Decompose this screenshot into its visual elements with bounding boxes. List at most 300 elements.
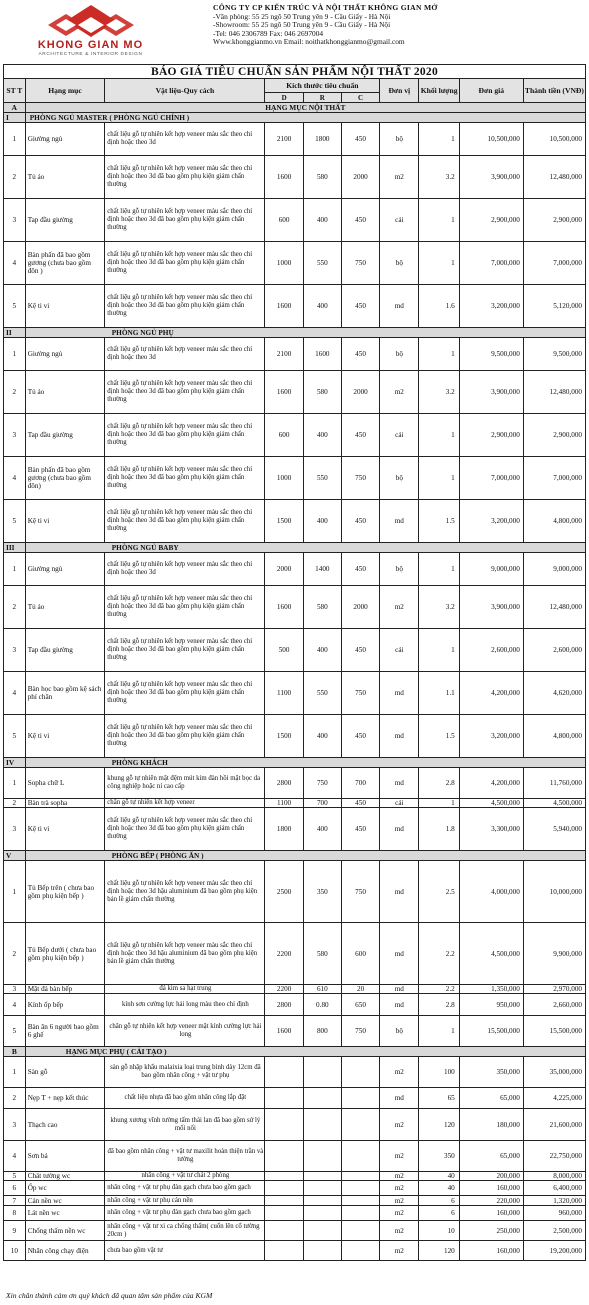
cell-unit: md — [380, 808, 419, 851]
footer-note: Xin chân thành cảm ơn quý khách đã quan tâm sản phẩm của KGM — [6, 1291, 213, 1300]
cell-total: 35,000,000 — [523, 1057, 585, 1088]
cell-total: 2,900,000 — [523, 199, 585, 242]
cell-item: Tap đầu giường — [25, 629, 105, 672]
table-body — [4, 103, 586, 1261]
table-row — [4, 1109, 586, 1141]
room-group-name: PHÒNG NGỦ MASTER ( PHÒNG NGỦ CHÍNH ) — [25, 113, 585, 123]
table-row — [4, 1196, 586, 1206]
company-showroom: -Showroom: 55 25 ngõ 50 Trung yên 9 - Cầu Giấy - Hà Nội — [213, 20, 391, 30]
cell-spec: chất liệu gỗ tự nhiên kết hợp veneer màu sắc theo chỉ định hoặc theo 3d — [105, 338, 265, 371]
cell-d — [265, 1141, 303, 1172]
room-group-row — [4, 328, 586, 338]
cell-qty: 3.2 — [419, 371, 459, 414]
cell-qty: 1 — [419, 553, 459, 586]
cell-unit: md — [380, 923, 419, 985]
company-office: -Văn phòng: 55 25 ngõ 50 Trung yên 9 - Cầu Giấy - Hà Nội — [213, 11, 391, 21]
cell-total: 9,000,000 — [523, 553, 585, 586]
cell-item: Thạch cao — [25, 1109, 105, 1141]
cell-item: Giường ngủ — [25, 123, 105, 156]
table-row — [4, 553, 586, 586]
cell-c — [341, 1206, 379, 1221]
table-row — [4, 285, 586, 328]
cell-r: 400 — [303, 808, 341, 851]
cell-item: Kệ ti vi — [25, 808, 105, 851]
cell-unit: m2 — [380, 371, 419, 414]
cell-d: 1500 — [265, 500, 303, 543]
cell-spec: chất liệu gỗ tự nhiên kết hợp veneer màu sắc theo chỉ định hoặc theo 3d đã bao gồm phụ kiện giảm chấn thường — [105, 285, 265, 328]
cell-r — [303, 1206, 341, 1221]
table-row — [4, 985, 586, 994]
cell-spec: chưa bao gồm vật tư — [105, 1241, 265, 1261]
cell-price: 3,900,000 — [459, 371, 523, 414]
cell-stt: 3 — [4, 808, 26, 851]
cell-stt: 1 — [4, 768, 26, 799]
cell-r: 400 — [303, 199, 341, 242]
cell-qty: 6 — [419, 1206, 459, 1221]
table-row — [4, 629, 586, 672]
cell-d: 1000 — [265, 457, 303, 500]
cell-stt: 3 — [4, 985, 26, 994]
cell-item: Chát tường wc — [25, 1172, 105, 1181]
room-group-code: IV — [4, 758, 26, 768]
cell-c: 750 — [341, 861, 379, 923]
cell-unit: m2 — [380, 1221, 419, 1241]
cell-c: 450 — [341, 808, 379, 851]
cell-qty: 3.2 — [419, 156, 459, 199]
cell-price: 65,000 — [459, 1141, 523, 1172]
cell-r: 400 — [303, 629, 341, 672]
company-info — [213, 4, 585, 47]
cell-r — [303, 1181, 341, 1196]
cell-price: 4,000,000 — [459, 861, 523, 923]
cell-spec: chất liệu gỗ tự nhiên kết hợp veneer màu sắc theo chỉ định hoặc theo 3d đã bao gồm phụ kiện giảm chấn thường — [105, 199, 265, 242]
cell-c — [341, 1088, 379, 1109]
cell-price: 160,000 — [459, 1206, 523, 1221]
cell-spec: chất liệu nhựa đã bao gồm nhân công lắp đặt — [105, 1088, 265, 1109]
cell-spec: chất liệu gỗ tự nhiên kết hợp veneer màu sắc theo chỉ định hoặc theo 3d đã bao gồm phụ kiện giảm chấn thường — [105, 414, 265, 457]
cell-d: 2000 — [265, 553, 303, 586]
cell-d: 1800 — [265, 808, 303, 851]
cell-total: 5,940,000 — [523, 808, 585, 851]
table-row — [4, 715, 586, 758]
room-group-code: III — [4, 543, 26, 553]
cell-r: 800 — [303, 1016, 341, 1047]
cell-spec: chất liệu gỗ tự nhiên kết hợp veneer màu sắc theo chỉ định hoặc theo 3d đã bao gồm phụ kiện giảm chấn thường — [105, 242, 265, 285]
cell-qty: 1.1 — [419, 672, 459, 715]
cell-d: 2800 — [265, 994, 303, 1016]
cell-price: 3,900,000 — [459, 156, 523, 199]
cell-total: 960,000 — [523, 1206, 585, 1221]
cell-total: 8,000,000 — [523, 1172, 585, 1181]
cell-qty: 1 — [419, 123, 459, 156]
room-group-code: II — [4, 328, 26, 338]
cell-c: 450 — [341, 123, 379, 156]
cell-price: 4,500,000 — [459, 923, 523, 985]
cell-stt: 8 — [4, 1206, 26, 1221]
room-group-code: V — [4, 851, 26, 861]
company-web: Www.khonggianmo.vn Email: noithatkhonggianmo@gmail.com — [213, 37, 405, 47]
cell-unit: bộ — [380, 338, 419, 371]
cell-c: 20 — [341, 985, 379, 994]
cell-total: 21,600,000 — [523, 1109, 585, 1141]
cell-stt: 7 — [4, 1196, 26, 1206]
cell-stt: 4 — [4, 994, 26, 1016]
cell-item: Kính ốp bếp — [25, 994, 105, 1016]
cell-item: Bàn học bao gồm kệ sách phí chân — [25, 672, 105, 715]
table-row — [4, 1181, 586, 1196]
col-price: Đơn giá — [459, 79, 523, 103]
cell-stt: 1 — [4, 123, 26, 156]
cell-price: 65,000 — [459, 1088, 523, 1109]
cell-total: 12,480,000 — [523, 586, 585, 629]
logo-tagline: ARCHITECTURE & INTERIOR DESIGN — [38, 52, 143, 57]
cell-total: 4,500,000 — [523, 799, 585, 808]
cell-c: 2000 — [341, 586, 379, 629]
cell-total: 12,480,000 — [523, 156, 585, 199]
cell-stt: 1 — [4, 553, 26, 586]
cell-r: 580 — [303, 923, 341, 985]
cell-unit: m2 — [380, 1109, 419, 1141]
cell-r — [303, 1057, 341, 1088]
cell-total: 10,500,000 — [523, 123, 585, 156]
cell-item: Tủ Bếp dưới ( chưa bao gồm phụ kiện bếp ) — [25, 923, 105, 985]
cell-total: 11,760,000 — [523, 768, 585, 799]
cell-stt: 2 — [4, 156, 26, 199]
section-name: HẠNG MỤC NỘI THẤT — [25, 103, 585, 113]
cell-c — [341, 1141, 379, 1172]
col-material: Vật liệu-Quy cách — [105, 79, 265, 103]
cell-spec: nhân công + vật tư phụ cán nền — [105, 1196, 265, 1206]
cell-unit: md — [380, 985, 419, 994]
cell-c: 600 — [341, 923, 379, 985]
table-row — [4, 500, 586, 543]
table-row — [4, 1016, 586, 1047]
table-title: BÁO GIÁ TIÊU CHUẨN SẢN PHẨM NỘI THẤT 2020 — [4, 65, 586, 79]
cell-total: 2,660,000 — [523, 994, 585, 1016]
cell-spec: kính sơn cường lực hải long màu theo chỉ định — [105, 994, 265, 1016]
cell-price: 160,000 — [459, 1241, 523, 1261]
cell-r: 580 — [303, 156, 341, 199]
cell-stt: 6 — [4, 1181, 26, 1196]
cell-c — [341, 1181, 379, 1196]
cell-r: 350 — [303, 861, 341, 923]
cell-price: 180,000 — [459, 1109, 523, 1141]
cell-unit: bộ — [380, 123, 419, 156]
logo-brand: KHONG GIAN MO — [37, 39, 144, 51]
cell-qty: 1 — [419, 414, 459, 457]
cell-total: 15,500,000 — [523, 1016, 585, 1047]
cell-r: 0.80 — [303, 994, 341, 1016]
cell-item: Bàn phấn đã bao gồm gương (chưa bao gồm đôn ) — [25, 242, 105, 285]
room-group-code: I — [4, 113, 26, 123]
cell-total: 2,900,000 — [523, 414, 585, 457]
cell-qty: 3.2 — [419, 586, 459, 629]
cell-price: 3,900,000 — [459, 586, 523, 629]
cell-d: 1500 — [265, 715, 303, 758]
cell-unit: bộ — [380, 553, 419, 586]
cell-item: Kệ ti vi — [25, 715, 105, 758]
cell-c: 450 — [341, 715, 379, 758]
cell-total: 10,000,000 — [523, 861, 585, 923]
cell-spec: chất liệu gỗ tự nhiên kết hợp veneer màu sắc theo chỉ định hoặc theo 3d đã bao gồm phụ kiện giảm chấn thường — [105, 371, 265, 414]
cell-d: 1100 — [265, 799, 303, 808]
cell-r — [303, 1196, 341, 1206]
table-row — [4, 923, 586, 985]
cell-c: 750 — [341, 672, 379, 715]
cell-c: 750 — [341, 242, 379, 285]
cell-item: Cán nền wc — [25, 1196, 105, 1206]
cell-r: 580 — [303, 586, 341, 629]
table-row — [4, 861, 586, 923]
cell-price: 2,900,000 — [459, 414, 523, 457]
cell-spec: chất liệu gỗ tự nhiên kết hợp veneer màu sắc theo chỉ định hoặc theo 3d đã bao gồm phụ kiện giảm chấn thường — [105, 457, 265, 500]
cell-r: 400 — [303, 500, 341, 543]
room-group-row — [4, 113, 586, 123]
table-row — [4, 199, 586, 242]
cell-item: Tap đầu giường — [25, 414, 105, 457]
cell-d — [265, 1057, 303, 1088]
cell-qty: 2.5 — [419, 861, 459, 923]
cell-qty: 1.5 — [419, 715, 459, 758]
cell-spec: chất liệu gỗ tự nhiên kết hợp veneer màu sắc theo chỉ định hoặc theo 3d đã bao gồm phụ kiện giảm chấn thường — [105, 156, 265, 199]
table-row — [4, 123, 586, 156]
cell-price: 220,000 — [459, 1196, 523, 1206]
cell-qty: 1 — [419, 799, 459, 808]
cell-stt: 5 — [4, 1172, 26, 1181]
cell-d — [265, 1206, 303, 1221]
cell-item: Nhân công chạy điện — [25, 1241, 105, 1261]
cell-spec: chất liệu gỗ tự nhiên kết hợp veneer màu sắc theo chỉ định hoặc theo 3d đã bao gồm phụ kiện giảm chấn thường — [105, 586, 265, 629]
cell-c: 2000 — [341, 371, 379, 414]
cell-d: 1600 — [265, 156, 303, 199]
cell-c: 450 — [341, 553, 379, 586]
company-name: CÔNG TY CP KIẾN TRÚC VÀ NỘI THẤT KHÔNG GIAN MỞ — [213, 3, 438, 12]
cell-price: 9,500,000 — [459, 338, 523, 371]
cell-d — [265, 1221, 303, 1241]
cell-spec: sàn gỗ nhập khẩu malaixia loại trung bình dày 12cm đã bao gồm nhân công + vật tư phụ — [105, 1057, 265, 1088]
quotation-table — [3, 64, 586, 1261]
cell-qty: 1 — [419, 1016, 459, 1047]
cell-d: 2100 — [265, 123, 303, 156]
table-row — [4, 457, 586, 500]
cell-total: 2,500,000 — [523, 1221, 585, 1241]
cell-item: Lát nền wc — [25, 1206, 105, 1221]
cell-item: Mặt đá bàn bếp — [25, 985, 105, 994]
col-qty: Khối lượng — [419, 79, 459, 103]
cell-d: 2500 — [265, 861, 303, 923]
cell-unit: md — [380, 285, 419, 328]
cell-d — [265, 1196, 303, 1206]
col-total: Thành tiền (VNĐ) — [523, 79, 585, 103]
table-row — [4, 1057, 586, 1088]
cell-price: 1,350,000 — [459, 985, 523, 994]
col-d: D — [265, 93, 303, 103]
cell-total: 4,800,000 — [523, 500, 585, 543]
cell-r — [303, 1141, 341, 1172]
cell-r — [303, 1109, 341, 1141]
cell-r — [303, 1172, 341, 1181]
cell-stt: 1 — [4, 338, 26, 371]
cell-qty: 120 — [419, 1109, 459, 1141]
cell-stt: 1 — [4, 861, 26, 923]
table-row — [4, 1141, 586, 1172]
cell-r: 1400 — [303, 553, 341, 586]
cell-unit: md — [380, 672, 419, 715]
cell-price: 9,000,000 — [459, 553, 523, 586]
cell-unit: m2 — [380, 1181, 419, 1196]
cell-spec: chất liệu gỗ tự nhiên kết hợp veneer màu sắc theo chỉ định hoặc theo 3d — [105, 553, 265, 586]
cell-c — [341, 1241, 379, 1261]
col-r: R — [303, 93, 341, 103]
cell-d: 1100 — [265, 672, 303, 715]
cell-stt: 3 — [4, 199, 26, 242]
cell-c: 700 — [341, 768, 379, 799]
cell-price: 950,000 — [459, 994, 523, 1016]
cell-qty: 100 — [419, 1057, 459, 1088]
cell-r — [303, 1221, 341, 1241]
cell-spec: chất liệu gỗ tự nhiên kết hợp veneer màu sắc theo chỉ định hoặc theo 3d đã bao gồm phụ kiện giảm chấn thường — [105, 672, 265, 715]
cell-stt: 4 — [4, 672, 26, 715]
cell-c: 750 — [341, 1016, 379, 1047]
cell-price: 350,000 — [459, 1057, 523, 1088]
cell-price: 160,000 — [459, 1181, 523, 1196]
cell-c: 450 — [341, 500, 379, 543]
cell-c: 450 — [341, 414, 379, 457]
cell-c — [341, 1172, 379, 1181]
cell-r: 550 — [303, 457, 341, 500]
cell-qty: 40 — [419, 1181, 459, 1196]
cell-stt: 3 — [4, 1109, 26, 1141]
cell-total: 6,400,000 — [523, 1181, 585, 1196]
room-group-row — [4, 758, 586, 768]
cell-unit: m2 — [380, 1206, 419, 1221]
cell-d — [265, 1088, 303, 1109]
cell-stt: 4 — [4, 457, 26, 500]
cell-unit: cái — [380, 199, 419, 242]
cell-qty: 65 — [419, 1088, 459, 1109]
cell-qty: 10 — [419, 1221, 459, 1241]
cell-r: 400 — [303, 715, 341, 758]
cell-r: 580 — [303, 371, 341, 414]
table-row — [4, 1172, 586, 1181]
cell-r: 1800 — [303, 123, 341, 156]
cell-total: 19,200,000 — [523, 1241, 585, 1261]
cell-item: Kệ ti vi — [25, 500, 105, 543]
section-code: A — [4, 103, 26, 113]
cell-spec: nhân công + vật tư chát 2 phòng — [105, 1172, 265, 1181]
cell-spec: nhân công + vật tư phụ đàn gạch chưa bao gồm gạch — [105, 1181, 265, 1196]
cell-d: 1600 — [265, 285, 303, 328]
cell-stt: 5 — [4, 500, 26, 543]
cell-d: 2200 — [265, 985, 303, 994]
cell-qty: 1.5 — [419, 500, 459, 543]
cell-total: 4,800,000 — [523, 715, 585, 758]
cell-stt: 2 — [4, 799, 26, 808]
cell-item: Ốp wc — [25, 1181, 105, 1196]
cell-unit: md — [380, 500, 419, 543]
cell-unit: cái — [380, 799, 419, 808]
table-row — [4, 799, 586, 808]
room-group-name: PHÒNG NGỦ BABY — [25, 543, 585, 553]
cell-qty: 1 — [419, 457, 459, 500]
cell-price: 10,500,000 — [459, 123, 523, 156]
cell-r — [303, 1241, 341, 1261]
cell-item: Giường ngủ — [25, 338, 105, 371]
cell-r: 700 — [303, 799, 341, 808]
cell-item: Nẹp T + nẹp kết thúc — [25, 1088, 105, 1109]
cell-total: 2,600,000 — [523, 629, 585, 672]
cell-c: 650 — [341, 994, 379, 1016]
cell-item: Giường ngủ — [25, 553, 105, 586]
cell-stt: 2 — [4, 923, 26, 985]
cell-price: 3,200,000 — [459, 715, 523, 758]
cell-c — [341, 1057, 379, 1088]
room-group-name: PHÒNG KHÁCH — [25, 758, 585, 768]
room-group-row — [4, 543, 586, 553]
cell-stt: 5 — [4, 1016, 26, 1047]
room-group-row — [4, 851, 586, 861]
company-tel: -Tel: 046 2306789 Fax: 046 2697004 — [213, 28, 324, 38]
cell-c — [341, 1109, 379, 1141]
cell-unit: m2 — [380, 156, 419, 199]
cell-c: 450 — [341, 629, 379, 672]
cell-stt: 1 — [4, 1057, 26, 1088]
cell-spec: chất liệu gỗ tự nhiên kết hợp veneer màu sắc theo chỉ định hoặc theo 3d hậu aluminium đã bao gồm phụ kiện bản lề giảm chấn thường — [105, 923, 265, 985]
cell-r: 550 — [303, 242, 341, 285]
cell-r: 550 — [303, 672, 341, 715]
table-row — [4, 371, 586, 414]
cell-unit: m2 — [380, 1141, 419, 1172]
cell-qty: 1 — [419, 242, 459, 285]
cell-unit: md — [380, 768, 419, 799]
cell-stt: 4 — [4, 242, 26, 285]
cell-unit: md — [380, 1088, 419, 1109]
table-row — [4, 672, 586, 715]
cell-qty: 6 — [419, 1196, 459, 1206]
cell-stt: 4 — [4, 1141, 26, 1172]
cell-unit: m2 — [380, 586, 419, 629]
cell-item: Tủ Bếp trên ( chưa bao gồm phụ kiện bếp ) — [25, 861, 105, 923]
cell-spec: chất liệu gỗ tự nhiên kết hợp veneer màu sắc theo chỉ định hoặc theo 3d đã bao gồm phụ kiện giảm chấn thường — [105, 715, 265, 758]
col-item: Hạng mục — [25, 79, 105, 103]
table-row — [4, 586, 586, 629]
cell-spec: chất liệu gỗ tự nhiên kết hợp veneer màu sắc theo chỉ định hoặc theo 3d đã bao gồm phụ kiện giảm chấn thường — [105, 500, 265, 543]
cell-qty: 1 — [419, 199, 459, 242]
room-group-name: PHÒNG NGỦ PHỤ — [25, 328, 585, 338]
cell-spec: chất liệu gỗ tự nhiên kết hợp veneer màu sắc theo chỉ định hoặc theo 3d đã bao gồm phụ kiện giảm chấn thường — [105, 629, 265, 672]
cell-d: 500 — [265, 629, 303, 672]
cell-item: Sàn gỗ — [25, 1057, 105, 1088]
table-row — [4, 768, 586, 799]
cell-total: 4,620,000 — [523, 672, 585, 715]
cell-d: 600 — [265, 199, 303, 242]
cell-d: 1000 — [265, 242, 303, 285]
cell-total: 1,320,000 — [523, 1196, 585, 1206]
cell-stt: 2 — [4, 371, 26, 414]
cell-c: 450 — [341, 199, 379, 242]
cell-stt: 5 — [4, 715, 26, 758]
cell-c: 750 — [341, 457, 379, 500]
cell-price: 3,200,000 — [459, 285, 523, 328]
cell-item: Tủ áo — [25, 371, 105, 414]
cell-d: 2200 — [265, 923, 303, 985]
cell-spec: nhân công + vật tư phụ đàn gạch chưa bao gồm gạch — [105, 1206, 265, 1221]
cell-item: Tủ áo — [25, 156, 105, 199]
cell-price: 4,500,000 — [459, 799, 523, 808]
logo-diamond-icon — [26, 3, 156, 39]
cell-unit: m2 — [380, 1241, 419, 1261]
cell-unit: md — [380, 715, 419, 758]
